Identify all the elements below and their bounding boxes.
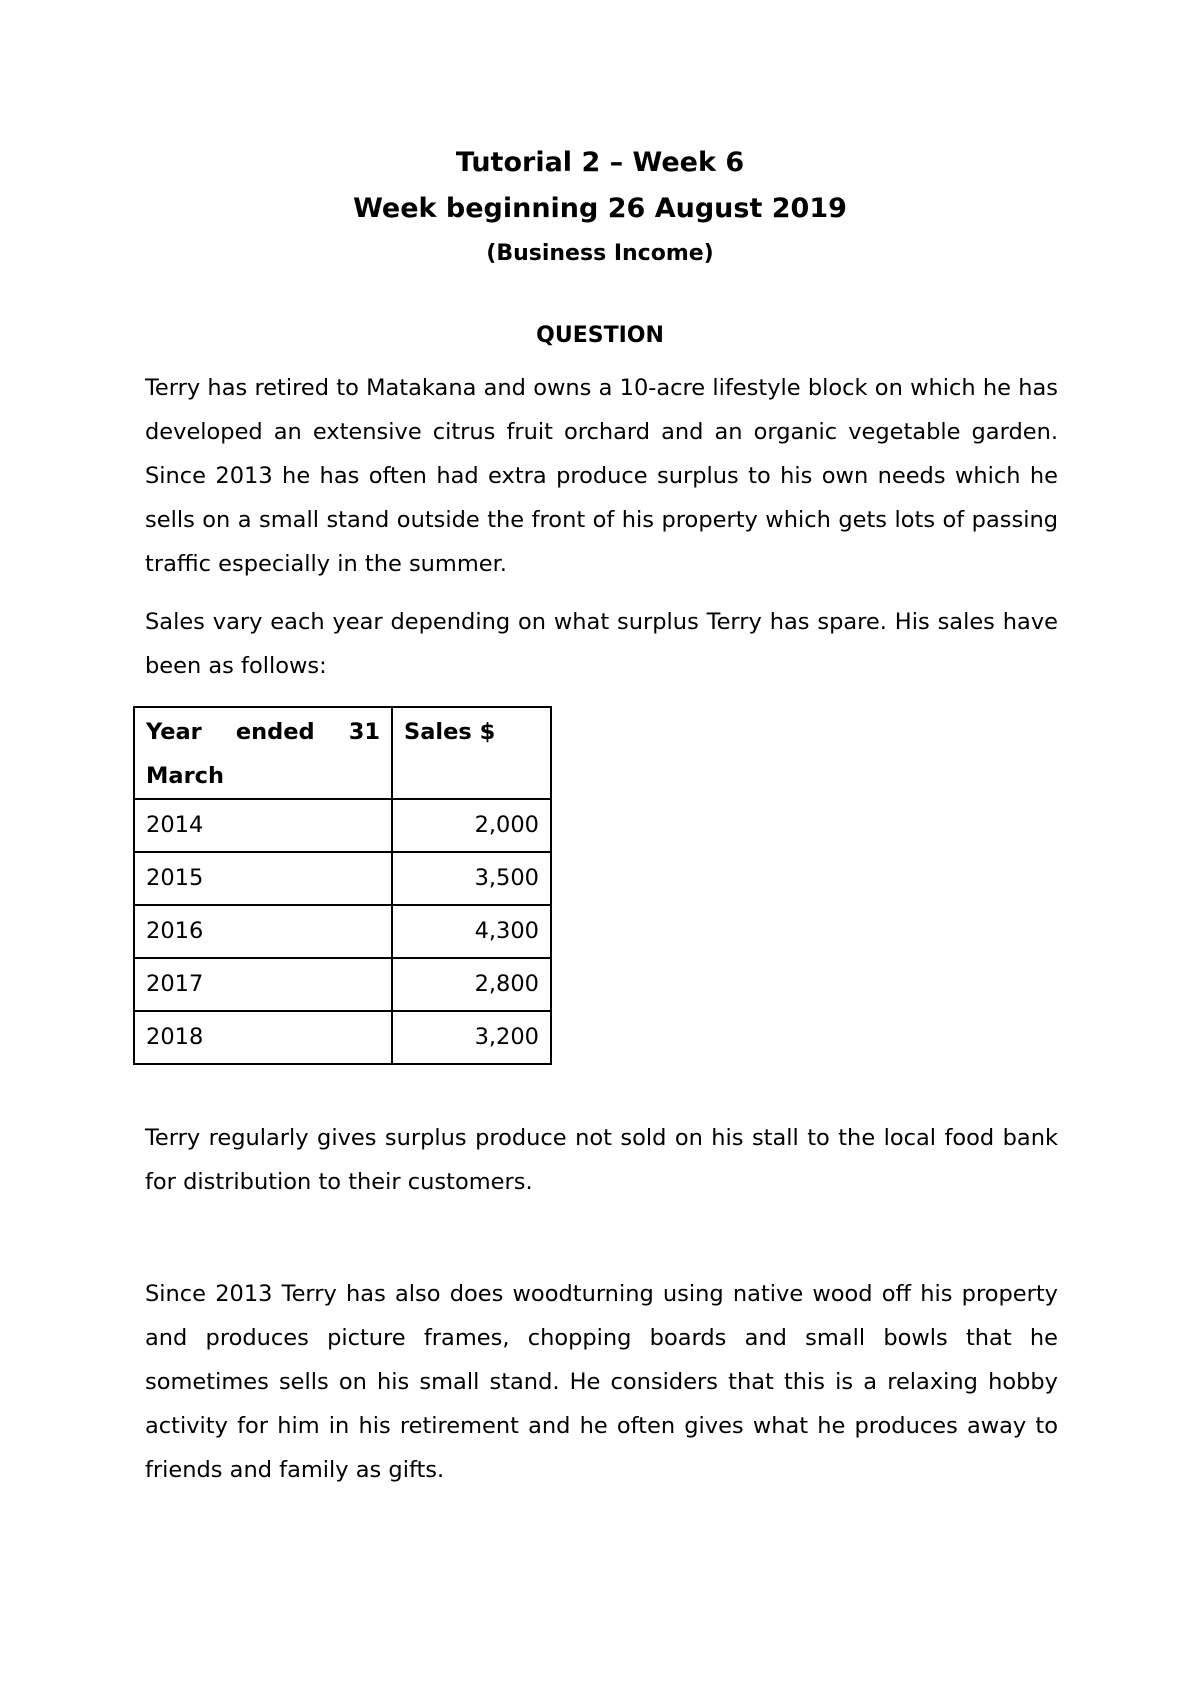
- sales-cell: 2,000: [392, 799, 551, 852]
- sales-cell: 3,500: [392, 852, 551, 905]
- question-heading: QUESTION: [536, 323, 664, 348]
- paragraph-sales-intro: Sales vary each year depending on what surplus Terry has spare. His sales have been as follows:: [145, 609, 1058, 679]
- sales-cell: 2,800: [392, 958, 551, 1011]
- sales-table-header-row: [134, 707, 551, 799]
- year-header-line2: March: [146, 763, 225, 789]
- sales-cell: 4,300: [392, 905, 551, 958]
- year-header-word: Year: [146, 719, 202, 745]
- year-header-word: 31: [348, 719, 380, 745]
- paragraph-food-bank: Terry regularly gives surplus produce not sold on his stall to the local food bank for distribution to their customers.: [145, 1125, 1058, 1195]
- topic-subtitle: (Business Income): [486, 241, 714, 266]
- sales-column-header: Sales $: [392, 707, 551, 799]
- table-row: [134, 958, 551, 1011]
- year-cell: 2016: [134, 905, 392, 958]
- table-row: [134, 799, 551, 852]
- sales-table: [133, 706, 552, 1065]
- year-cell: 2014: [134, 799, 392, 852]
- table-row: [134, 905, 551, 958]
- year-column-header: [134, 707, 392, 799]
- table-row: [134, 1011, 551, 1064]
- week-beginning-title: Week beginning 26 August 2019: [353, 193, 847, 224]
- table-row: [134, 852, 551, 905]
- tutorial-title: Tutorial 2 – Week 6: [455, 147, 745, 178]
- year-cell: 2018: [134, 1011, 392, 1064]
- paragraph-terry-orchard: Terry has retired to Matakana and owns a 10-acre lifestyle block on which he has developed an extensive citrus fruit orchard and an organic vegetable garden. Since 2013 he has often had extra produce surplus to his own needs which he sells on a small stand outside the front of his property which gets lots of passing traffic especially in the summer.: [145, 375, 1058, 577]
- sales-cell: 3,200: [392, 1011, 551, 1064]
- paragraph-woodturning: Since 2013 Terry has also does woodturning using native wood off his property and produces picture frames, chopping boards and small bowls that he sometimes sells on his small stand. He considers that this is a relaxing hobby activity for him in his retirement and he often gives what he produces away to friends and family as gifts.: [145, 1281, 1058, 1483]
- year-cell: 2017: [134, 958, 392, 1011]
- year-header-word: ended: [235, 719, 315, 745]
- year-cell: 2015: [134, 852, 392, 905]
